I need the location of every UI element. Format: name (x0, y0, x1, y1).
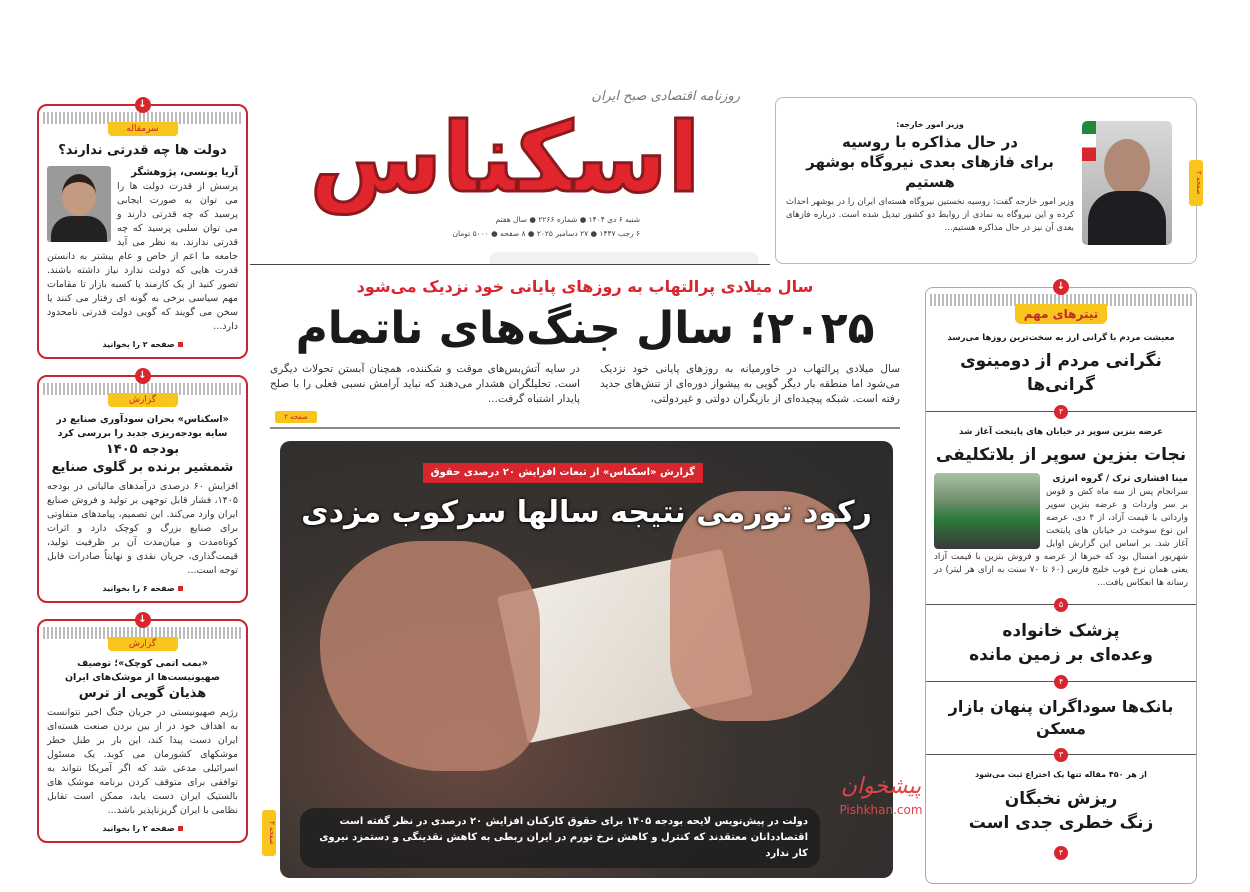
watermark-en: Pishkhan.com (839, 803, 923, 817)
author-photo (47, 166, 111, 242)
page-number: ۳ (1054, 405, 1068, 419)
report-kicker: «اسکناس» بحران سودآوری صنایع در سایه بودجه‌ریزی جدید را بررسی کرد (56, 414, 229, 439)
left-column (37, 99, 248, 843)
report-missiles-box[interactable] (37, 614, 248, 843)
date-line-2: ۶ رجب ۱۴۴۷ ● ۲۷ دسامبر ۲۰۲۵ ● ۸ صفحه ● ۵۰۰۰ تومان (452, 229, 640, 238)
lead-title[interactable]: ۲۰۲۵؛ سال جنگ‌های ناتمام (295, 303, 875, 354)
headline-kicker: عرضه بنزین سوپر در خیابان های پایتخت آغاز شد (959, 427, 1163, 437)
top-story-title-1[interactable]: در حال مذاکره با روسیه (842, 133, 1018, 151)
headlines-box (925, 281, 1197, 884)
watermark-fa: پیشخوان (840, 774, 922, 799)
page-number: ۴ (1054, 846, 1068, 860)
lead-rule (270, 427, 900, 429)
report-title[interactable]: هذیان گویی از ترس (78, 686, 207, 701)
minister-photo (1082, 121, 1172, 245)
page-number: ۵ (1054, 598, 1068, 612)
report-title-2[interactable]: شمشیر برنده بر گلوی صنایع (51, 460, 234, 475)
top-story-kicker: وزیر امور خارجه: (896, 120, 964, 129)
headline-item[interactable] (926, 750, 1196, 857)
photo-story-bullets (300, 808, 820, 868)
lead-body-left: در سایه آتش‌بس‌های موقت و شکننده، همچنان آبستن تحولات دیگری است. تحلیلگران هشدار می‌دهند که نباید آرامش نسبی فعلی را با صلح پایدار اشتباه گرفت... (270, 363, 580, 405)
photo-story[interactable] (280, 441, 893, 878)
hand-left-image (320, 541, 540, 771)
photo-story-kicker: گزارش «اسکناس» از تبعات افزایش ۲۰ درصدی حقوق (423, 463, 703, 483)
author-name: مینا افشاری ترک / گروه انرژی (1052, 474, 1188, 484)
editorial-box[interactable] (37, 99, 248, 359)
headline-title[interactable]: بانک‌ها سوداگران پنهان بازار مسکن (948, 697, 1174, 738)
author-name: آریا یونسی، پژوهشگر (131, 167, 238, 178)
tagline: روزنامه اقتصادی صبح ایران (591, 89, 740, 104)
editorial-body: پرسش از قدرت دولت ها را می توان به صورت ایجابی پرسید که چه قدرتی دارند و می توان سلبی پرسید که چه قدرتی ندارند. به نظر می آید جامعه ما اعم از خاص و عام بیشتر به دانستن قدرت هایی که دولت ندارد نیاز داشته باشند. تصور کنید از یک کارمند یا کسبه بازار تا مقامات مهم سیاسی برخی به گونه ای رفتار می کنند یا سخن می گویند که گویی دولت قدرتی نامحدود دارد... (47, 181, 238, 332)
report-body: افزایش ۶۰ درصدی درآمدهای مالیاتی در بودجه ۱۴۰۵، فشار قابل توجهی بر تولید و فروش صنایع ایران وارد می‌کند. این تصمیم، پیامدهای متفاوتی برای صنایع بزرگ و کوچک دارد و اثرات کوتاه‌مدت و میان‌مدت آن بر ظرفیت تولید، قیمت‌گذاری، جریان نقدی و نهایتاً صادرات قابل توجه است... (47, 481, 238, 576)
lead-body-right: سال میلادی پرالتهاب در خاورمیانه به روزهای پایانی خود نزدیک می‌شود اما منطقه بار دیگر گویی به پیشواز دوره‌ای از تنش‌های جدید رفته است. شبکه پیچیده‌ای از بازیگران دولتی و غیردولتی، (600, 363, 900, 405)
headline-title-1[interactable]: پزشک خانواده (1002, 621, 1120, 641)
report-title-1[interactable]: بودجه ۱۴۰۵ (105, 442, 180, 457)
report-budget-box[interactable] (37, 370, 248, 603)
arrow-down-icon: ↓ (1053, 279, 1069, 295)
date-line-1: شنبه ۶ دی ۱۴۰۴ ● شماره ۲۲۶۶ ● سال هفتم (495, 215, 640, 224)
masthead (270, 88, 760, 248)
headline-kicker: از هر ۴۵۰ مقاله تنها یک اختراع ثبت می‌شود (975, 770, 1147, 779)
headline-body: سرانجام پس از سه ماه کش و قوس بر سر واردات و عرضه بنزین سوپر وارداتی با قیمت آزاد، از ۴ دی، عرضه این نوع سوخت در خیابان های پایتخت آغاز شد. بر اساس این گزارش اوایل شهریور امسال بود که خبرها از عرضه و فروش بنزین با قیمت آزاد یعنی همان نرخ فوب خلیج فارس (۶۰ تا ۷۰ سنت به ازای هر لیتر) در رسانه ها انعکاس یافت... (934, 487, 1188, 588)
top-story-body: وزیر امور خارجه گفت: روسیه نخستین نیروگاه هسته‌ای ایران را در بوشهر احداث کرده و این نیروگاه به نمادی از روابط دو کشور تبدیل شده است. درباره فازهای بعدی آن نیز در حال مذاکره هستیم... (786, 197, 1074, 233)
editorial-title[interactable]: دولت ها چه قدرتی ندارند؟ (58, 143, 227, 158)
newspaper-logo: اسکناس (309, 102, 701, 214)
top-story[interactable] (775, 97, 1203, 264)
arrow-down-icon: ↓ (135, 368, 151, 384)
headline-item[interactable] (926, 677, 1196, 754)
benzin-photo (934, 473, 1040, 549)
masthead-rule (250, 264, 770, 265)
watermark (838, 772, 924, 818)
read-more-link[interactable]: صفحه ۲ را بخوانید (39, 340, 246, 349)
headline-title-1[interactable]: ریزش نخبگان (1004, 789, 1118, 809)
lead-story[interactable] (270, 276, 900, 423)
top-story-title-2[interactable]: برای فازهای بعدی نیروگاه بوشهر هستیم (806, 153, 1054, 191)
masthead-bar (490, 252, 758, 264)
photo-story-title[interactable]: رکود تورمی نتیجه سالها سرکوب مزدی (301, 495, 872, 530)
lead-page-tag[interactable]: صفحه ۲ (275, 411, 317, 423)
bullet-1: دولت در پیش‌نویس لایحه بودجه ۱۴۰۵ برای حقوق کارکنان افزایش ۲۰ درصدی در نظر گفته است (339, 816, 808, 827)
section-tag: سرمقاله (108, 122, 178, 136)
arrow-down-icon: ↓ (135, 97, 151, 113)
headline-title-2[interactable]: وعده‌ای بر زمین مانده (969, 645, 1153, 665)
headline-kicker: معیشت مردم با گرانی ارز به سخت‌ترین روزها می‌رسد (947, 333, 1175, 343)
bullet-2: اقتصاددانان معتقدند که کنترل و کاهش نرخ تورم در ایران ربطی به کاهش نقدینگی و دستمزد نیروی کار ندارد (319, 832, 808, 859)
page-number: ۴ (1054, 675, 1068, 689)
photo-page-tag[interactable]: صفحه ۳ (262, 810, 276, 856)
center-column (270, 276, 900, 878)
section-tag: گزارش (108, 393, 178, 407)
headline-item[interactable] (926, 407, 1196, 604)
headline-title[interactable]: نگرانی مردم از دومینوی گرانی‌ها (960, 351, 1162, 395)
lead-kicker: سال میلادی پرالتهاب به روزهای پایانی خود نزدیک می‌شود (356, 277, 814, 296)
read-more-link[interactable]: صفحه ۶ را بخوانید (39, 584, 246, 593)
report-kicker: «بمب اتمی کوچک»؛ توصیف صهیونیست‌ها از موشک‌های ایران (64, 658, 221, 683)
section-tag: گزارش (108, 637, 178, 651)
report-body: رژیم صهیونیستی در جریان جنگ اخیر نتوانست به اهداف خود در از بین بردن صنعت هسته‌ای ایران دست پیدا کند، این بار بر طبل خطر موشکهای کشورمان می کوبد. یک مسئول اسرائیلی مدعی شد که اگر آمریکا نتواند به توافقی برای متوقف کردن برنامه موشک های بالستیک ایران دست یابد، ممکن است تقابل نظامی با ایران گریزناپذیر باشد... (47, 707, 238, 816)
headlines-tag: تیترهای مهم (1015, 304, 1107, 324)
headline-title[interactable]: نجات بنزین سوپر از بلاتکلیفی (935, 445, 1187, 465)
arrow-down-icon: ↓ (135, 612, 151, 628)
headline-item[interactable] (926, 324, 1196, 411)
headline-item[interactable] (926, 600, 1196, 681)
page-number: ۳ (1054, 748, 1068, 762)
read-more-link[interactable]: صفحه ۲ را بخوانید (39, 824, 246, 833)
headline-title-2[interactable]: زنگ خطری جدی است (968, 813, 1154, 833)
page-tag[interactable]: صفحه ۲ (1189, 160, 1203, 206)
